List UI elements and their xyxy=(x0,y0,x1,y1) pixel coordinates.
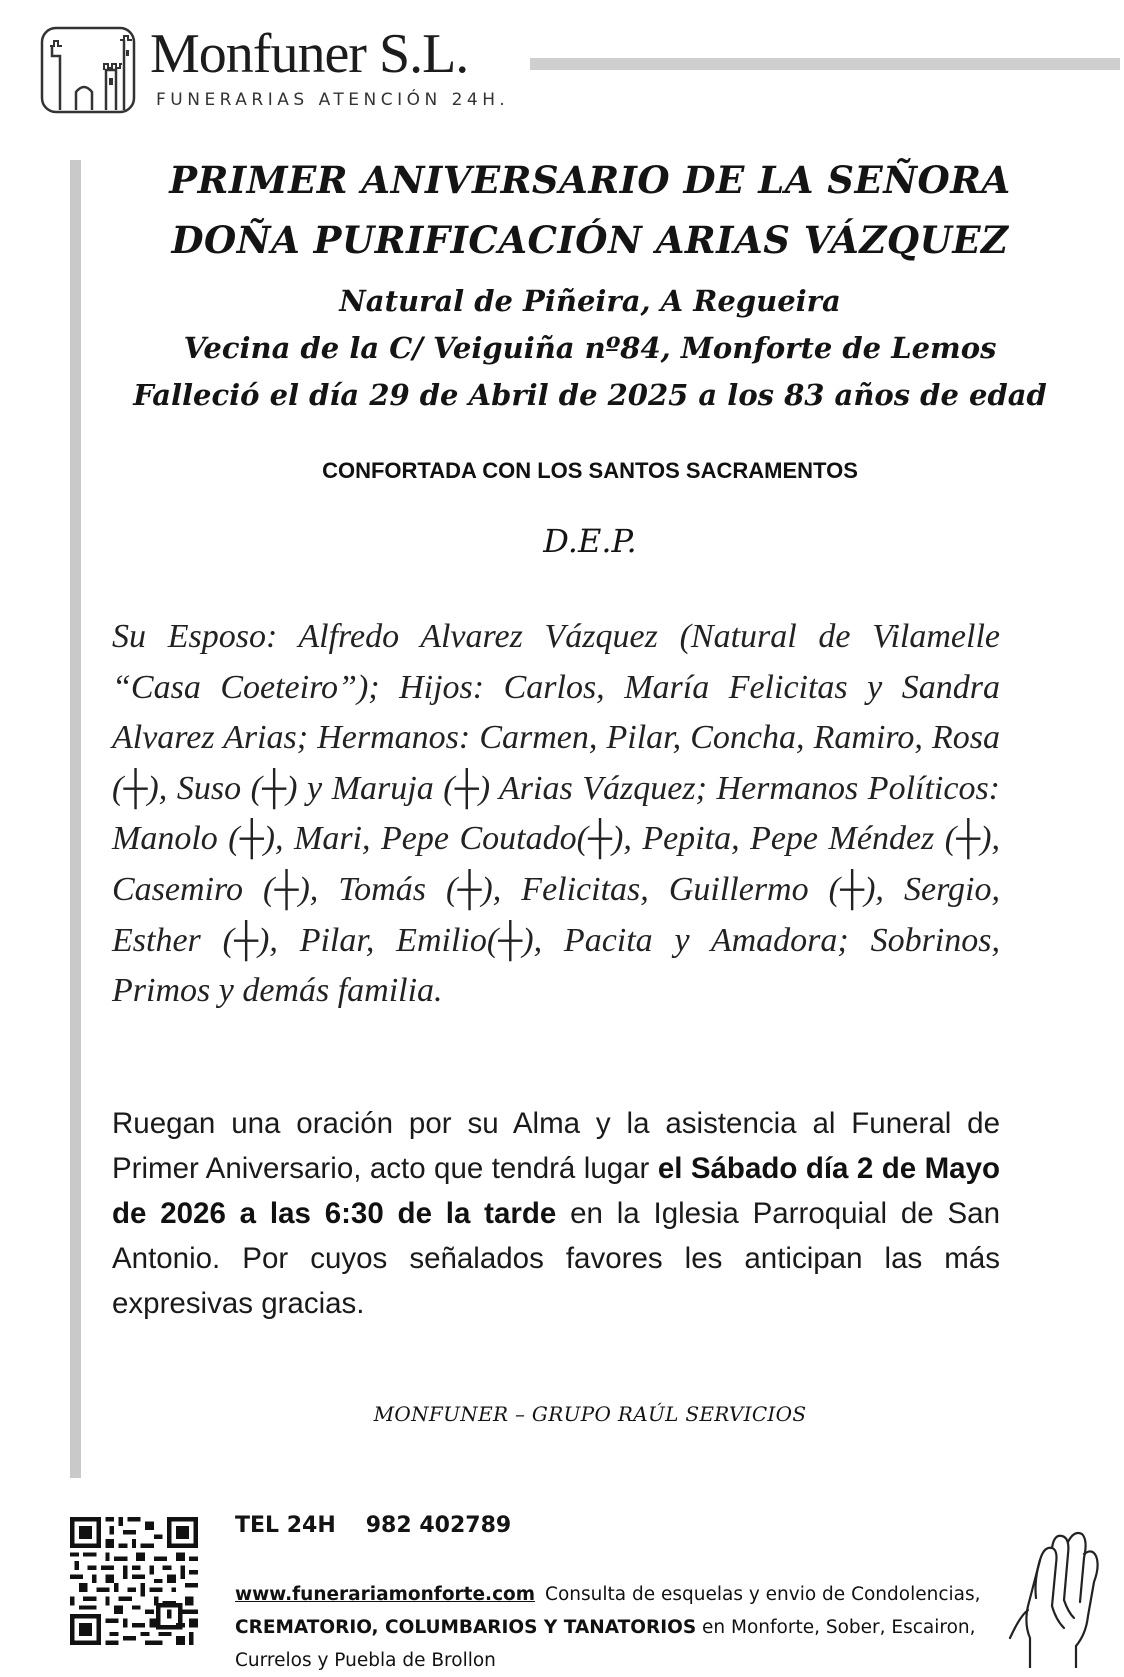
address-line: Vecina de la C/ Veiguiña nº84, Monforte de Lemos xyxy=(183,331,997,365)
signature-line: MONFUNER – GRUPO RAÚL SERVICIOS xyxy=(373,1402,807,1426)
side-divider-bar xyxy=(70,160,81,1478)
death-line: Falleció el día 29 de Abril de 2025 a los 83 años de edad xyxy=(133,378,1047,412)
praying-hands-icon xyxy=(990,1520,1110,1668)
title-line-2: DOÑA PURIFICACIÓN ARIAS VÁZQUEZ xyxy=(171,218,1009,262)
website-link[interactable]: www.funerariamonforte.com xyxy=(235,1584,536,1605)
brand-tagline: FUNERARIAS ATENCIÓN 24H. xyxy=(156,90,510,110)
footer-services-text xyxy=(235,1578,995,1677)
request-date-bold: el Sábado día 2 de Mayo de 2026 a las 6:30 de la tarde xyxy=(112,1152,1000,1230)
phone-label: TEL 24H xyxy=(235,1513,336,1538)
request-text-1: Ruegan una oración por su Alma y la asistencia al Funeral de Primer Aniversario, acto que tendrá lugar xyxy=(112,1107,1000,1185)
origin-line: Natural de Piñeira, A Regueira xyxy=(339,284,841,318)
dep-line: D.E.P. xyxy=(543,522,637,560)
request-text-2: en la Iglesia Parroquial de San Antonio. Por cuyos señalados favores les anticipan las más expresivas gracias. xyxy=(112,1197,1000,1320)
title-line-1: PRIMER ANIVERSARIO DE LA SEÑORA xyxy=(169,158,1011,202)
footer-text-1: Consulta de esquelas y envio de Condolencias, xyxy=(545,1584,981,1605)
qr-code-icon[interactable] xyxy=(70,1517,198,1645)
tower-logo-icon xyxy=(40,26,136,114)
request-paragraph xyxy=(112,1101,1000,1326)
phone-line xyxy=(235,1513,511,1538)
family-paragraph: Su Esposo: Alfredo Alvarez Vázquez (Natural de Vilamelle “Casa Coeteiro”); Hijos: Carlos, María Felicitas y Sandra Alvarez Arias; Hermanos: Carmen, Pilar, Concha, Ramiro, Rosa (┼), Suso (┼) y Maruja (┼) Arias Vázquez; Hermanos Políticos: Manolo (┼), Mari, Pepe Coutado(┼), Pepita, Pepe Méndez (┼), Casemiro (┼), Tomás (┼), Felicitas, Guillermo (┼), Sergio, Esther (┼), Pilar, Emilio(┼), Pacita y Amadora; Sobrinos, Primos y demás familia. xyxy=(112,618,1000,1010)
footer-text-2: en Monforte, Sober, Escairon, Currelos y Puebla de Brollon xyxy=(235,1617,976,1671)
brand-name: Monfuner S.L. xyxy=(150,23,469,85)
phone-number[interactable]: 982 402789 xyxy=(365,1513,512,1538)
footer-services-bold: CREMATORIO, COLUMBARIOS Y TANATORIOS xyxy=(235,1617,697,1638)
sacraments-line: CONFORTADA CON LOS SANTOS SACRAMENTOS xyxy=(322,458,858,483)
header-divider-bar xyxy=(530,58,1120,70)
